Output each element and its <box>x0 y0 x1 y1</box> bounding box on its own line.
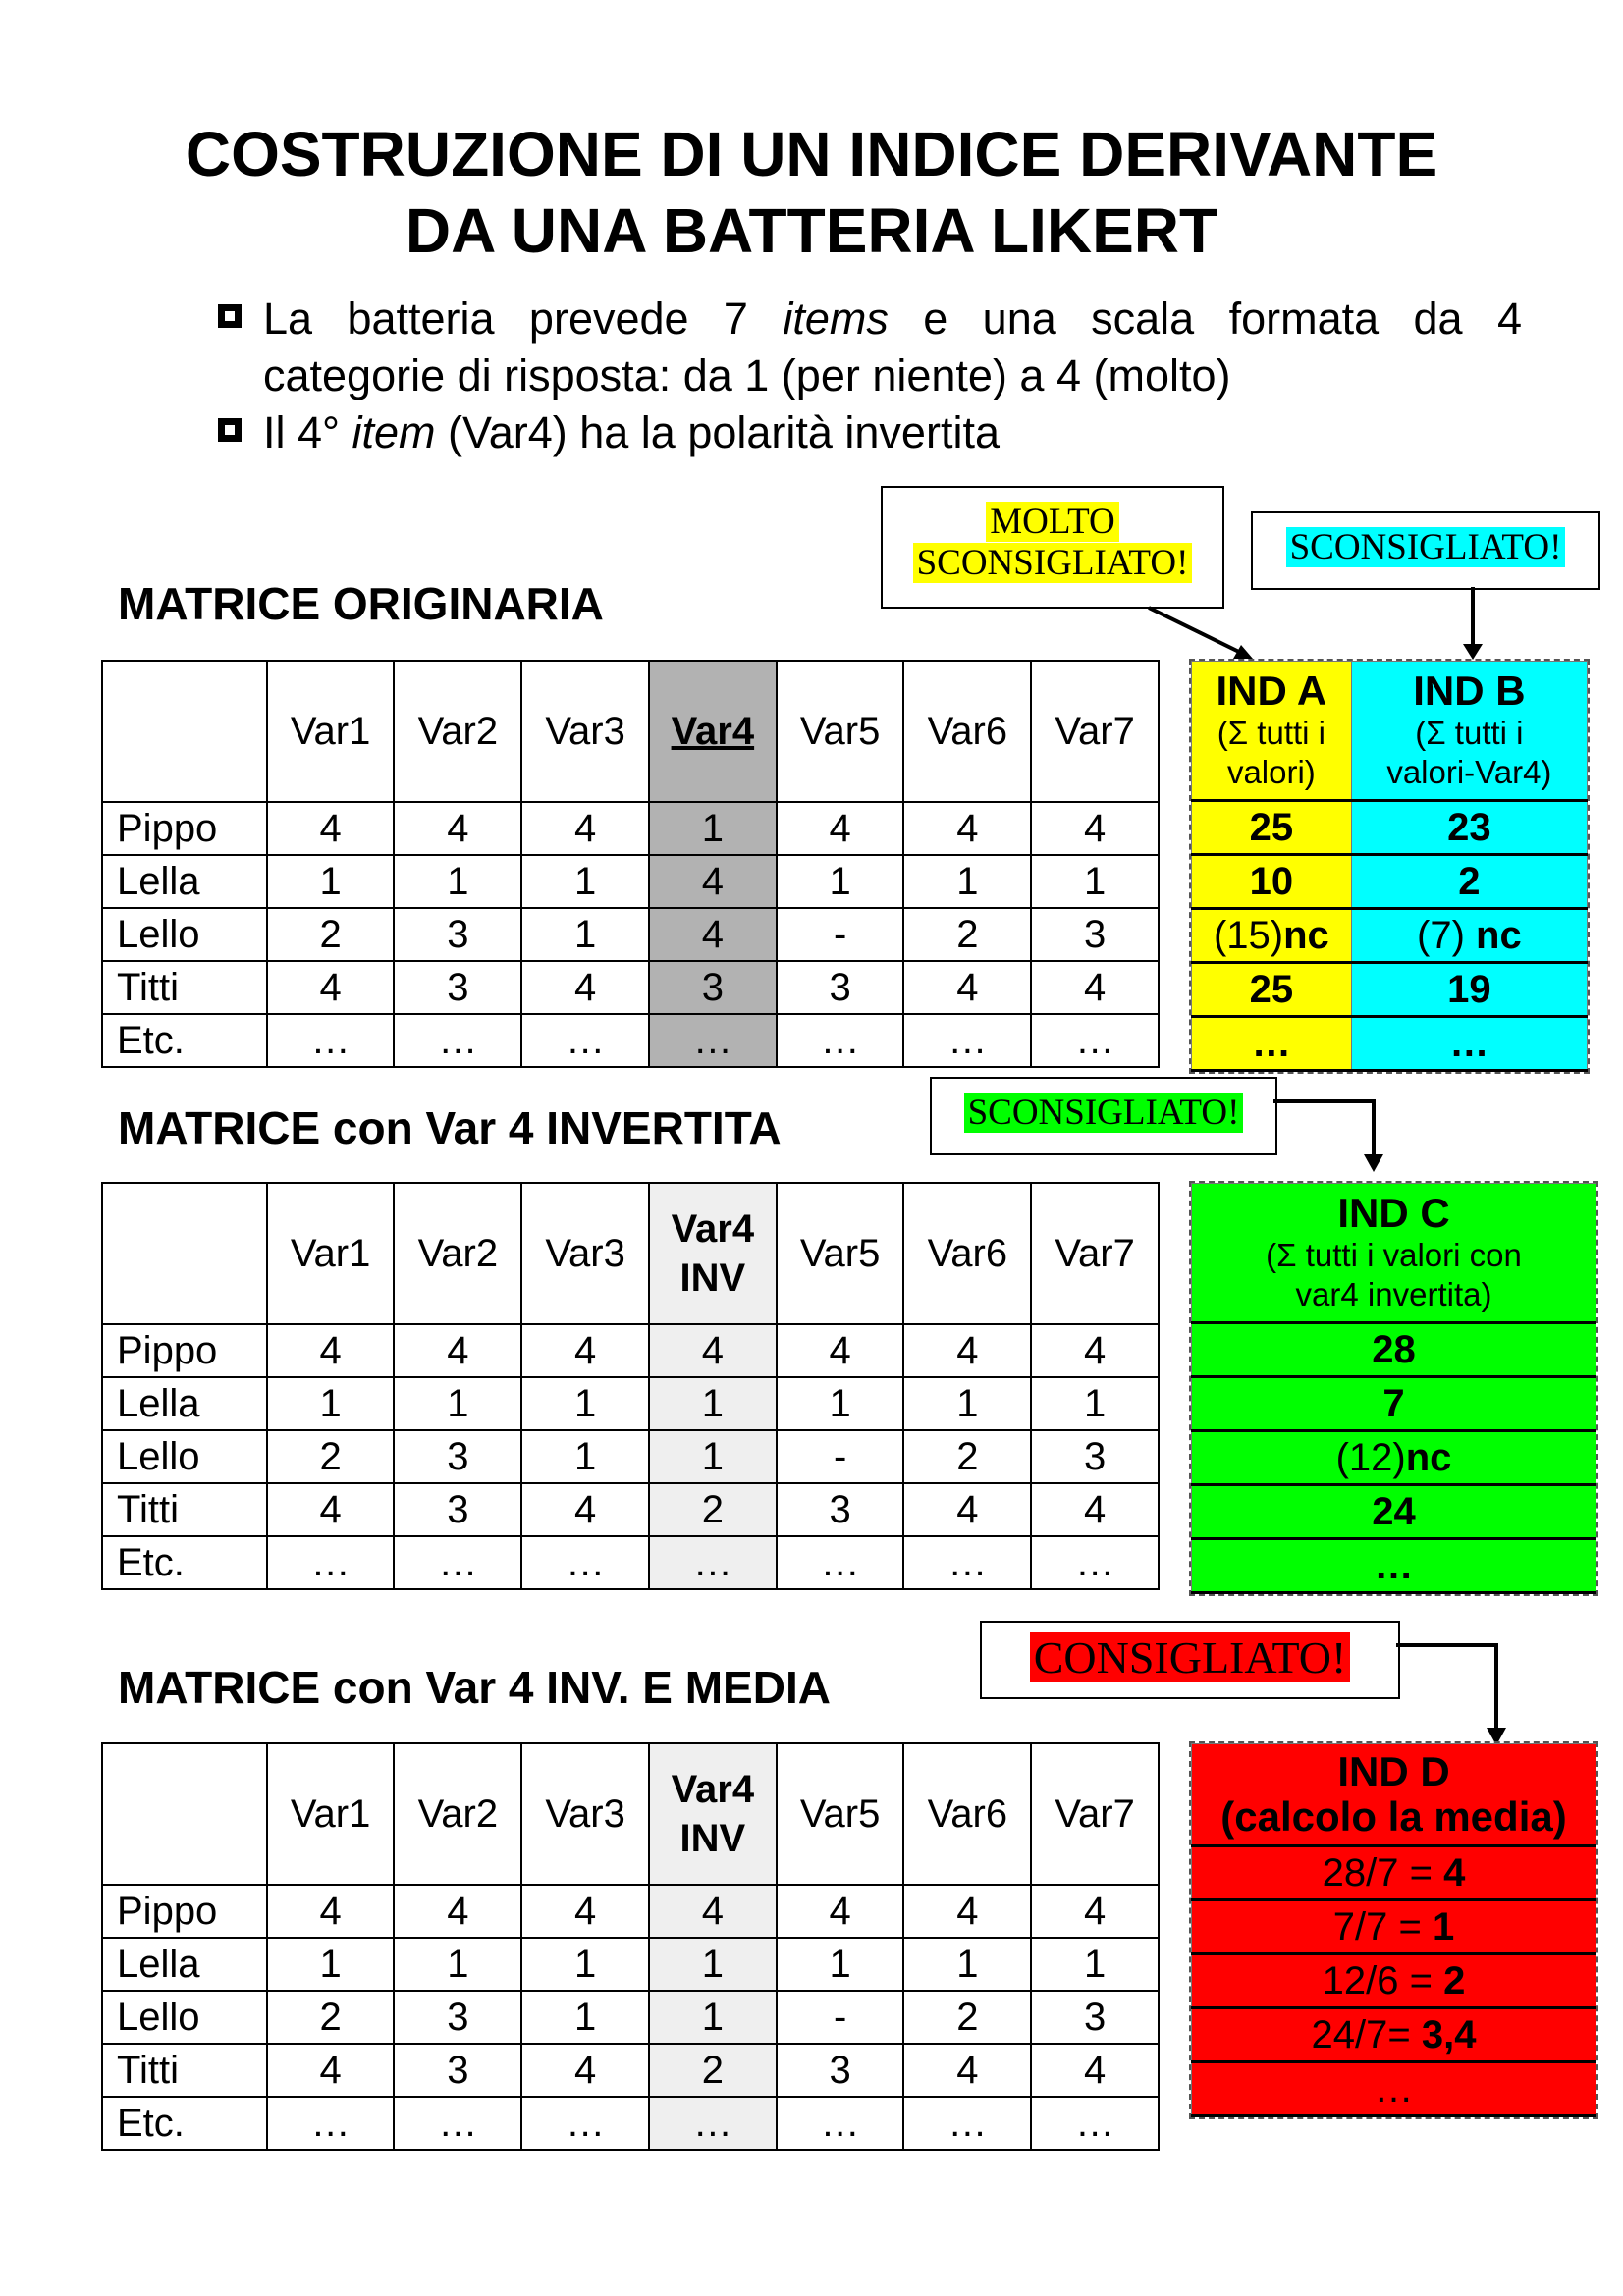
header-empty-cell <box>102 1743 267 1885</box>
cell: - <box>777 1991 904 2044</box>
ind-a-value: 25 <box>1192 963 1352 1017</box>
cell: 1 <box>649 1938 777 1991</box>
cell: … <box>649 2097 777 2150</box>
cell: 4 <box>649 1324 777 1377</box>
header-var6: Var6 <box>903 661 1031 802</box>
cell: 2 <box>267 1991 395 2044</box>
bullet-list <box>218 291 1522 461</box>
row-label: Pippo <box>102 1324 267 1377</box>
row-label: Pippo <box>102 1885 267 1938</box>
table-row <box>1192 1431 1596 1485</box>
row-label: Lella <box>102 855 267 908</box>
callout-sconsigliato-c-text: SCONSIGLIATO! <box>964 1093 1244 1133</box>
table-row <box>1192 1017 1588 1071</box>
header-var3: Var3 <box>521 1183 649 1324</box>
cell: 4 <box>394 1324 521 1377</box>
table-row <box>102 802 1159 855</box>
cell: 4 <box>1031 961 1159 1014</box>
cell: 4 <box>1031 802 1159 855</box>
row-label: Etc. <box>102 1536 267 1589</box>
row-label: Etc. <box>102 1014 267 1067</box>
cell: … <box>903 1536 1031 1589</box>
cell: 3 <box>394 1430 521 1483</box>
callout-sconsigliato-c <box>930 1077 1277 1155</box>
table-row <box>1192 1539 1596 1593</box>
cell: 4 <box>1031 1324 1159 1377</box>
cell: 4 <box>649 1885 777 1938</box>
cell: … <box>777 1014 904 1067</box>
table-header-row <box>102 1743 1159 1885</box>
cell: … <box>777 1536 904 1589</box>
section-title-matrice-originaria: MATRICE ORIGINARIA <box>118 578 604 629</box>
table-header-row <box>1192 1744 1596 1846</box>
table-row <box>1192 963 1588 1017</box>
cell: 3 <box>394 1483 521 1536</box>
table-row <box>102 1430 1159 1483</box>
row-label: Titti <box>102 2044 267 2097</box>
cell: 1 <box>903 1938 1031 1991</box>
arrow-to-ind-d <box>1396 1641 1514 1749</box>
cell: 1 <box>903 855 1031 908</box>
callout-sconsigliato-b-text: SCONSIGLIATO! <box>1286 527 1566 567</box>
header-var4-inv: Var4 INV <box>649 1183 777 1324</box>
row-label: Titti <box>102 961 267 1014</box>
cell: … <box>777 2097 904 2150</box>
cell: 1 <box>521 1938 649 1991</box>
table-row <box>1192 801 1588 855</box>
header-var7: Var7 <box>1031 661 1159 802</box>
cell: 1 <box>649 1991 777 2044</box>
ind-d-value: 7/7 = 1 <box>1192 1900 1596 1954</box>
ind-a-value: 25 <box>1192 801 1352 855</box>
bullet-2-text: Il 4° item (Var4) ha la polarità invertita <box>263 407 1000 457</box>
cell: 1 <box>1031 1377 1159 1430</box>
cell: … <box>394 1536 521 1589</box>
ind-c-value: 24 <box>1192 1485 1596 1539</box>
table-row <box>102 2044 1159 2097</box>
cell: … <box>903 1014 1031 1067</box>
cell: 1 <box>903 1377 1031 1430</box>
row-label: Titti <box>102 1483 267 1536</box>
cell: … <box>267 1536 395 1589</box>
table-row <box>102 2097 1159 2150</box>
ind-b-value: 19 <box>1351 963 1587 1017</box>
bullet-1-line-2: categorie di risposta: da 1 (per niente) a 4 (molto) <box>263 350 1231 400</box>
ind-d-value: 12/6 = 2 <box>1192 1954 1596 2008</box>
table-row <box>102 1885 1159 1938</box>
header-var5: Var5 <box>777 1183 904 1324</box>
header-var4-inv: Var4 INV <box>649 1743 777 1885</box>
cell: … <box>903 2097 1031 2150</box>
cell: 1 <box>394 1377 521 1430</box>
index-table-c <box>1191 1183 1596 1594</box>
header-var6: Var6 <box>903 1183 1031 1324</box>
cell: 4 <box>394 802 521 855</box>
table-row <box>102 1536 1159 1589</box>
table-row <box>102 961 1159 1014</box>
bullet-1-line-1: La batteria prevede 7 items e una scala formata da 4 <box>263 294 1523 344</box>
row-label: Lello <box>102 1430 267 1483</box>
header-empty-cell <box>102 661 267 802</box>
cell: 3 <box>1031 1991 1159 2044</box>
cell: … <box>649 1014 777 1067</box>
cell: … <box>267 2097 395 2150</box>
cell: 3 <box>777 1483 904 1536</box>
cell: … <box>521 2097 649 2150</box>
cell: … <box>1031 2097 1159 2150</box>
cell: 2 <box>903 1991 1031 2044</box>
cell: 1 <box>649 1430 777 1483</box>
table-header-row <box>1192 662 1588 801</box>
cell: 4 <box>777 1885 904 1938</box>
cell: 4 <box>521 1885 649 1938</box>
header-var2: Var2 <box>394 1743 521 1885</box>
cell: 4 <box>521 961 649 1014</box>
cell: … <box>1031 1536 1159 1589</box>
cell: 4 <box>903 1483 1031 1536</box>
cell: … <box>521 1536 649 1589</box>
cell: 4 <box>267 961 395 1014</box>
ind-d-value: 24/7= 3,4 <box>1192 2008 1596 2062</box>
cell: 3 <box>777 961 904 1014</box>
ind-c-value: … <box>1192 1539 1596 1593</box>
table-row <box>1192 2008 1596 2062</box>
cell: 3 <box>649 961 777 1014</box>
cell: 4 <box>649 855 777 908</box>
cell: 1 <box>521 855 649 908</box>
table-row <box>1192 1485 1596 1539</box>
cell: - <box>777 1430 904 1483</box>
row-label: Lella <box>102 1938 267 1991</box>
cell: - <box>777 908 904 961</box>
header-var2: Var2 <box>394 661 521 802</box>
cell: 1 <box>1031 855 1159 908</box>
header-var7: Var7 <box>1031 1743 1159 1885</box>
header-ind-c: IND C (Σ tutti i valori con var4 invertita) <box>1192 1184 1596 1323</box>
cell: 3 <box>394 961 521 1014</box>
ind-a-value: … <box>1192 1017 1352 1071</box>
callout-consigliato <box>980 1621 1400 1699</box>
section-title-matrice-media: MATRICE con Var 4 INV. E MEDIA <box>118 1662 831 1713</box>
cell: 2 <box>267 1430 395 1483</box>
cell: 4 <box>903 961 1031 1014</box>
table-row <box>1192 2062 1596 2116</box>
callout-molto-line2: SCONSIGLIATO! <box>913 543 1193 583</box>
header-var5: Var5 <box>777 661 904 802</box>
table-row <box>1192 855 1588 909</box>
cell: 2 <box>903 908 1031 961</box>
table-header-row <box>1192 1184 1596 1323</box>
cell: 4 <box>267 1483 395 1536</box>
arrow-to-ind-a <box>1139 604 1257 663</box>
cell: 2 <box>649 2044 777 2097</box>
callout-molto-line1: MOLTO <box>986 502 1118 542</box>
cell: … <box>1031 1014 1159 1067</box>
cell: 1 <box>521 1991 649 2044</box>
title-line-2: DA UNA BATTERIA LIKERT <box>405 195 1218 266</box>
cell: 4 <box>521 2044 649 2097</box>
cell: 3 <box>394 908 521 961</box>
cell: 1 <box>521 1430 649 1483</box>
cell: 4 <box>267 1324 395 1377</box>
cell: 1 <box>521 1377 649 1430</box>
ind-b-value: … <box>1351 1017 1587 1071</box>
page-title <box>0 116 1623 269</box>
cell: 4 <box>267 1885 395 1938</box>
row-label: Lella <box>102 1377 267 1430</box>
ind-a-value: (15)nc <box>1192 909 1352 963</box>
table-row <box>1192 1377 1596 1431</box>
index-table-d <box>1191 1743 1596 2117</box>
header-var1: Var1 <box>267 1743 395 1885</box>
cell: … <box>649 1536 777 1589</box>
header-ind-a: IND A (Σ tutti i valori) <box>1192 662 1352 801</box>
header-var3: Var3 <box>521 661 649 802</box>
cell: 2 <box>903 1430 1031 1483</box>
cell: 1 <box>394 855 521 908</box>
cell: … <box>267 1014 395 1067</box>
header-ind-d: IND D (calcolo la media) <box>1192 1744 1596 1846</box>
header-var5: Var5 <box>777 1743 904 1885</box>
cell: 4 <box>521 1324 649 1377</box>
header-var1: Var1 <box>267 661 395 802</box>
cell: 1 <box>777 1938 904 1991</box>
table-row <box>102 908 1159 961</box>
ind-c-value: (12)nc <box>1192 1431 1596 1485</box>
header-ind-b: IND B (Σ tutti i valori-Var4) <box>1351 662 1587 801</box>
cell: 3 <box>1031 1430 1159 1483</box>
ind-b-value: (7) nc <box>1351 909 1587 963</box>
cell: 4 <box>903 1885 1031 1938</box>
ind-d-value: 28/7 = 4 <box>1192 1846 1596 1900</box>
cell: 4 <box>649 908 777 961</box>
cell: 4 <box>394 1885 521 1938</box>
header-var3: Var3 <box>521 1743 649 1885</box>
cell: 4 <box>267 2044 395 2097</box>
table-row <box>102 1377 1159 1430</box>
cell: 2 <box>267 908 395 961</box>
table-row <box>1192 1900 1596 1954</box>
table-row <box>102 1991 1159 2044</box>
cell: 1 <box>267 855 395 908</box>
arrow-to-ind-b <box>1461 587 1485 662</box>
cell: 1 <box>1031 1938 1159 1991</box>
table-row <box>1192 909 1588 963</box>
table-row <box>1192 1846 1596 1900</box>
cell: … <box>394 1014 521 1067</box>
ind-b-value: 23 <box>1351 801 1587 855</box>
cell: 2 <box>649 1483 777 1536</box>
cell: 3 <box>1031 908 1159 961</box>
cell: … <box>394 2097 521 2150</box>
cell: 4 <box>903 1324 1031 1377</box>
title-line-1: COSTRUZIONE DI UN INDICE DERIVANTE <box>185 119 1438 189</box>
cell: 3 <box>394 1991 521 2044</box>
cell: 4 <box>267 802 395 855</box>
cell: 1 <box>649 802 777 855</box>
cell: 4 <box>1031 1483 1159 1536</box>
cell: 1 <box>521 908 649 961</box>
cell: 1 <box>649 1377 777 1430</box>
row-label: Etc. <box>102 2097 267 2150</box>
cell: 4 <box>903 2044 1031 2097</box>
section-title-matrice-invertita: MATRICE con Var 4 INVERTITA <box>118 1102 782 1153</box>
cell: 1 <box>267 1377 395 1430</box>
cell: 4 <box>521 1483 649 1536</box>
cell: 4 <box>1031 1885 1159 1938</box>
ind-b-value: 2 <box>1351 855 1587 909</box>
table-header-row <box>102 661 1159 802</box>
ind-a-value: 10 <box>1192 855 1352 909</box>
table-row <box>102 855 1159 908</box>
cell: 1 <box>394 1938 521 1991</box>
table-row <box>1192 1323 1596 1377</box>
header-var1: Var1 <box>267 1183 395 1324</box>
index-table-a-b <box>1191 661 1588 1072</box>
bullet-item-2 <box>218 404 1522 461</box>
matrix-media <box>101 1742 1160 2151</box>
header-empty-cell <box>102 1183 267 1324</box>
header-var4: Var4 <box>649 661 777 802</box>
cell: 3 <box>777 2044 904 2097</box>
callout-sconsigliato-b <box>1251 511 1600 590</box>
cell: 4 <box>521 802 649 855</box>
cell: 1 <box>267 1938 395 1991</box>
ind-c-value: 7 <box>1192 1377 1596 1431</box>
ind-c-value: 28 <box>1192 1323 1596 1377</box>
table-row <box>102 1938 1159 1991</box>
square-bullet-icon <box>218 418 242 442</box>
square-bullet-icon <box>218 304 242 328</box>
header-var6: Var6 <box>903 1743 1031 1885</box>
table-row <box>102 1014 1159 1067</box>
cell: 4 <box>903 802 1031 855</box>
bullet-item-1 <box>218 291 1522 347</box>
header-var7: Var7 <box>1031 1183 1159 1324</box>
table-header-row <box>102 1183 1159 1324</box>
cell: 1 <box>777 1377 904 1430</box>
matrix-originaria <box>101 660 1160 1068</box>
table-row <box>1192 1954 1596 2008</box>
row-label: Lello <box>102 908 267 961</box>
callout-consigliato-text: CONSIGLIATO! <box>1030 1632 1351 1682</box>
row-label: Lello <box>102 1991 267 2044</box>
cell: 3 <box>394 2044 521 2097</box>
header-var2: Var2 <box>394 1183 521 1324</box>
ind-d-value: … <box>1192 2062 1596 2116</box>
row-label: Pippo <box>102 802 267 855</box>
callout-molto-sconsigliato <box>881 486 1224 609</box>
arrow-to-ind-c <box>1273 1097 1391 1176</box>
cell: 1 <box>777 855 904 908</box>
matrix-invertita <box>101 1182 1160 1590</box>
cell: 4 <box>777 1324 904 1377</box>
cell: 4 <box>777 802 904 855</box>
cell: 4 <box>1031 2044 1159 2097</box>
cell: … <box>521 1014 649 1067</box>
table-row <box>102 1483 1159 1536</box>
table-row <box>102 1324 1159 1377</box>
